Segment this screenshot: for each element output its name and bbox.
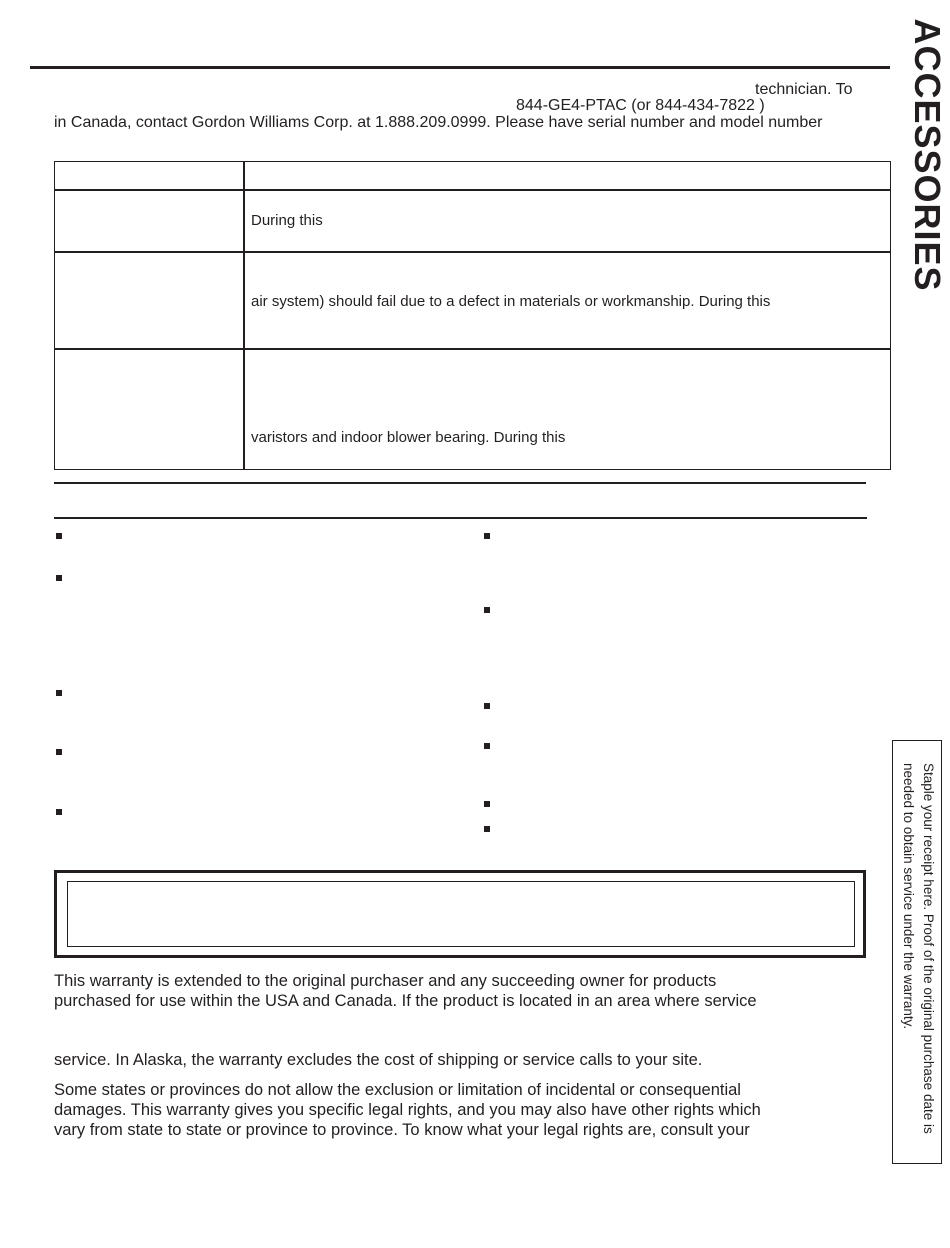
table-row-1-period [54, 189, 245, 253]
intro-line-2: 844-GE4-PTAC (or 844-434-7822 ) [516, 97, 765, 114]
coverage-paragraph-1-line-2: purchased for use within the USA and Canada. If the product is located in an area where service [54, 992, 757, 1010]
top-rule [30, 66, 890, 69]
table-row-2-description [243, 251, 891, 350]
list-item-bullet [56, 690, 62, 696]
receipt-note: Staple your receipt here. Proof of the original purchase date is needed to obtain service under the warranty. [901, 763, 936, 1134]
list-item-bullet [484, 607, 490, 613]
table-row-1-text: During this [251, 212, 323, 229]
section-rule-lower [54, 517, 867, 519]
table-row-3-text: varistors and indoor blower bearing. During this [251, 429, 566, 446]
coverage-paragraph-2-line-2: damages. This warranty gives you specific legal rights, and you may also have other rights which [54, 1101, 761, 1119]
list-item-bullet [484, 533, 490, 539]
table-row-3-period [54, 348, 245, 470]
list-item-bullet [484, 743, 490, 749]
section-title-accessories [903, 18, 950, 292]
section-title-text: ACCESSORIES [907, 18, 948, 292]
table-row-3-description [243, 348, 891, 470]
list-item-bullet [56, 575, 62, 581]
table-header-period [54, 161, 245, 191]
section-rule-upper [54, 482, 866, 484]
intro-line-1: technician. To [755, 81, 853, 98]
list-item-bullet [484, 703, 490, 709]
notice-box-inner [67, 881, 855, 947]
list-item-bullet [484, 801, 490, 807]
intro-line-3: in Canada, contact Gordon Williams Corp. at 1.888.209.0999. Please have serial number and model number [54, 114, 823, 131]
list-item-bullet [56, 809, 62, 815]
table-row-1-description [243, 189, 891, 253]
coverage-paragraph-1-line-3: service. In Alaska, the warranty excludes the cost of shipping or service calls to your site. [54, 1051, 703, 1069]
list-item-bullet [56, 533, 62, 539]
table-row-2-text: air system) should fail due to a defect in materials or workmanship. During this [251, 293, 771, 310]
table-header-description [243, 161, 891, 191]
receipt-staple-box [892, 740, 942, 1164]
list-item-bullet [484, 826, 490, 832]
coverage-paragraph-1-line-1: This warranty is extended to the original purchaser and any succeeding owner for products [54, 972, 717, 990]
coverage-paragraph-2-line-1: Some states or provinces do not allow the exclusion or limitation of incidental or consequential [54, 1081, 741, 1099]
notice-box-outer [54, 870, 866, 958]
list-item-bullet [56, 749, 62, 755]
coverage-paragraph-2-line-3: vary from state to state or province to province. To know what your legal rights are, consult your [54, 1121, 750, 1139]
table-row-2-period [54, 251, 245, 350]
